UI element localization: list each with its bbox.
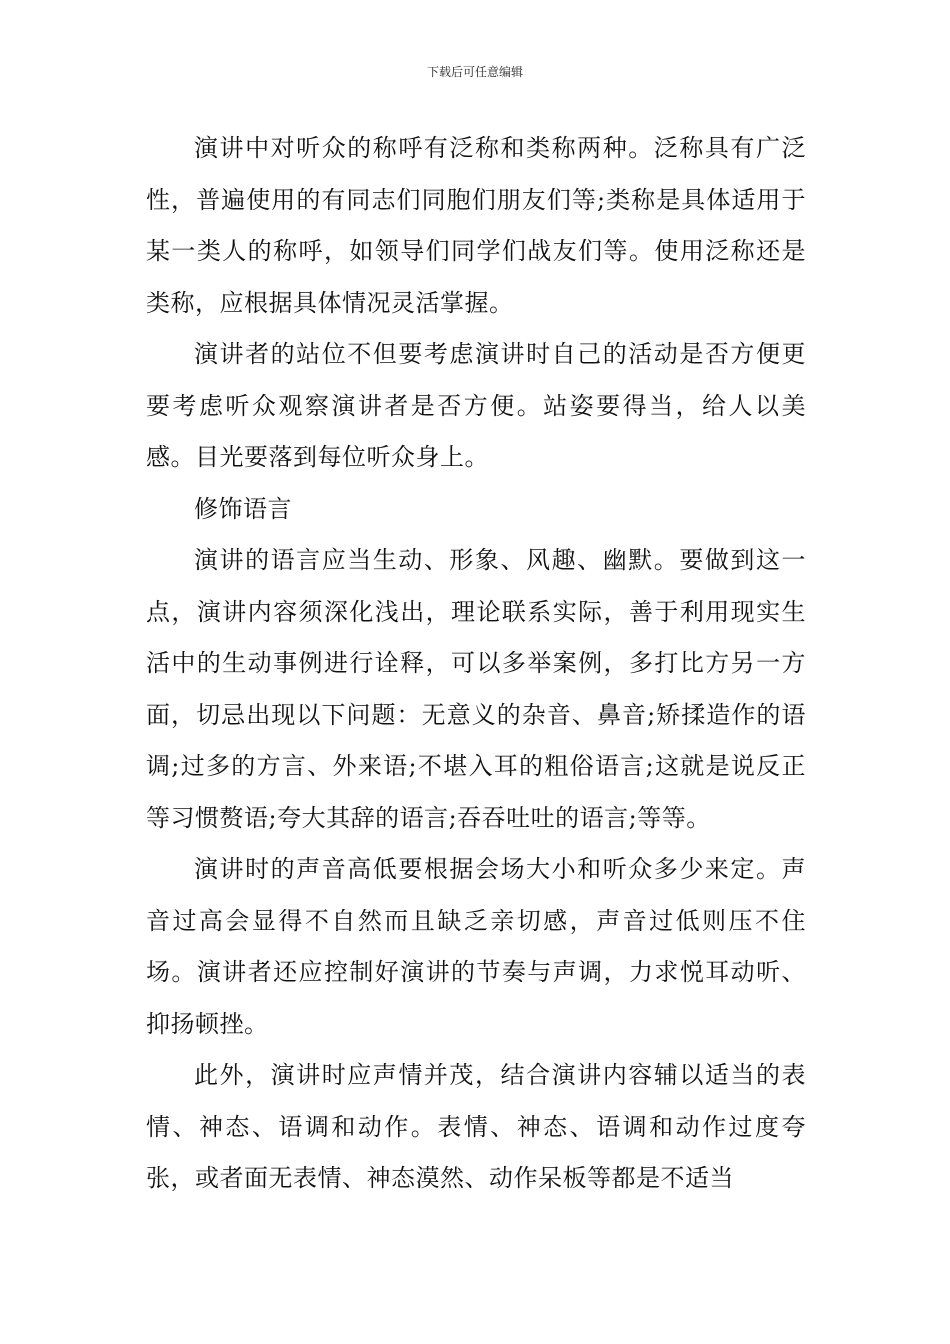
section-heading-language: 修饰语言 [194, 494, 292, 523]
paragraph-stance: 演讲者的站位不但要考虑演讲时自己的活动是否方便更要考虑听众观察演讲者是否方便。站姿要得当，给人以美感。目光要落到每位听众身上。 [146, 340, 806, 471]
paragraph-voice: 演讲时的声音高低要根据会场大小和听众多少来定。声音过高会显得不自然而且缺乏亲切感，声音过低则压不住场。演讲者还应控制好演讲的节奏与声调，力求悦耳动听、抑扬顿挫。 [146, 855, 806, 1038]
paragraph-expression: 此外，演讲时应声情并茂，结合演讲内容辅以适当的表情、神态、语调和动作。表情、神态、语调和动作过度夸张，或者面无表情、神态漠然、动作呆板等都是不适当 [146, 1061, 806, 1192]
paragraph-language-style: 演讲的语言应当生动、形象、风趣、幽默。要做到这一点，演讲内容须深化浅出，理论联系实际，善于利用现实生活中的生动事例进行诠释，可以多举案例，多打比方另一方面，切忌出现以下问题：无意义的杂音、鼻音;矫揉造作的语调;过多的方言、外来语;不堪入耳的粗俗语言;这就是说反正等习惯赘语;夸大其辞的语言;吞吞吐吐的语言;等等。 [146, 546, 806, 832]
document-body [146, 123, 806, 1205]
page-header: 下载后可任意编辑 [426, 65, 523, 79]
paragraph-address-forms: 演讲中对听众的称呼有泛称和类称两种。泛称具有广泛性，普遍使用的有同志们同胞们朋友们等;类称是具体适用于某一类人的称呼，如领导们同学们战友们等。使用泛称还是类称，应根据具体情况灵活掌握。 [146, 134, 806, 317]
